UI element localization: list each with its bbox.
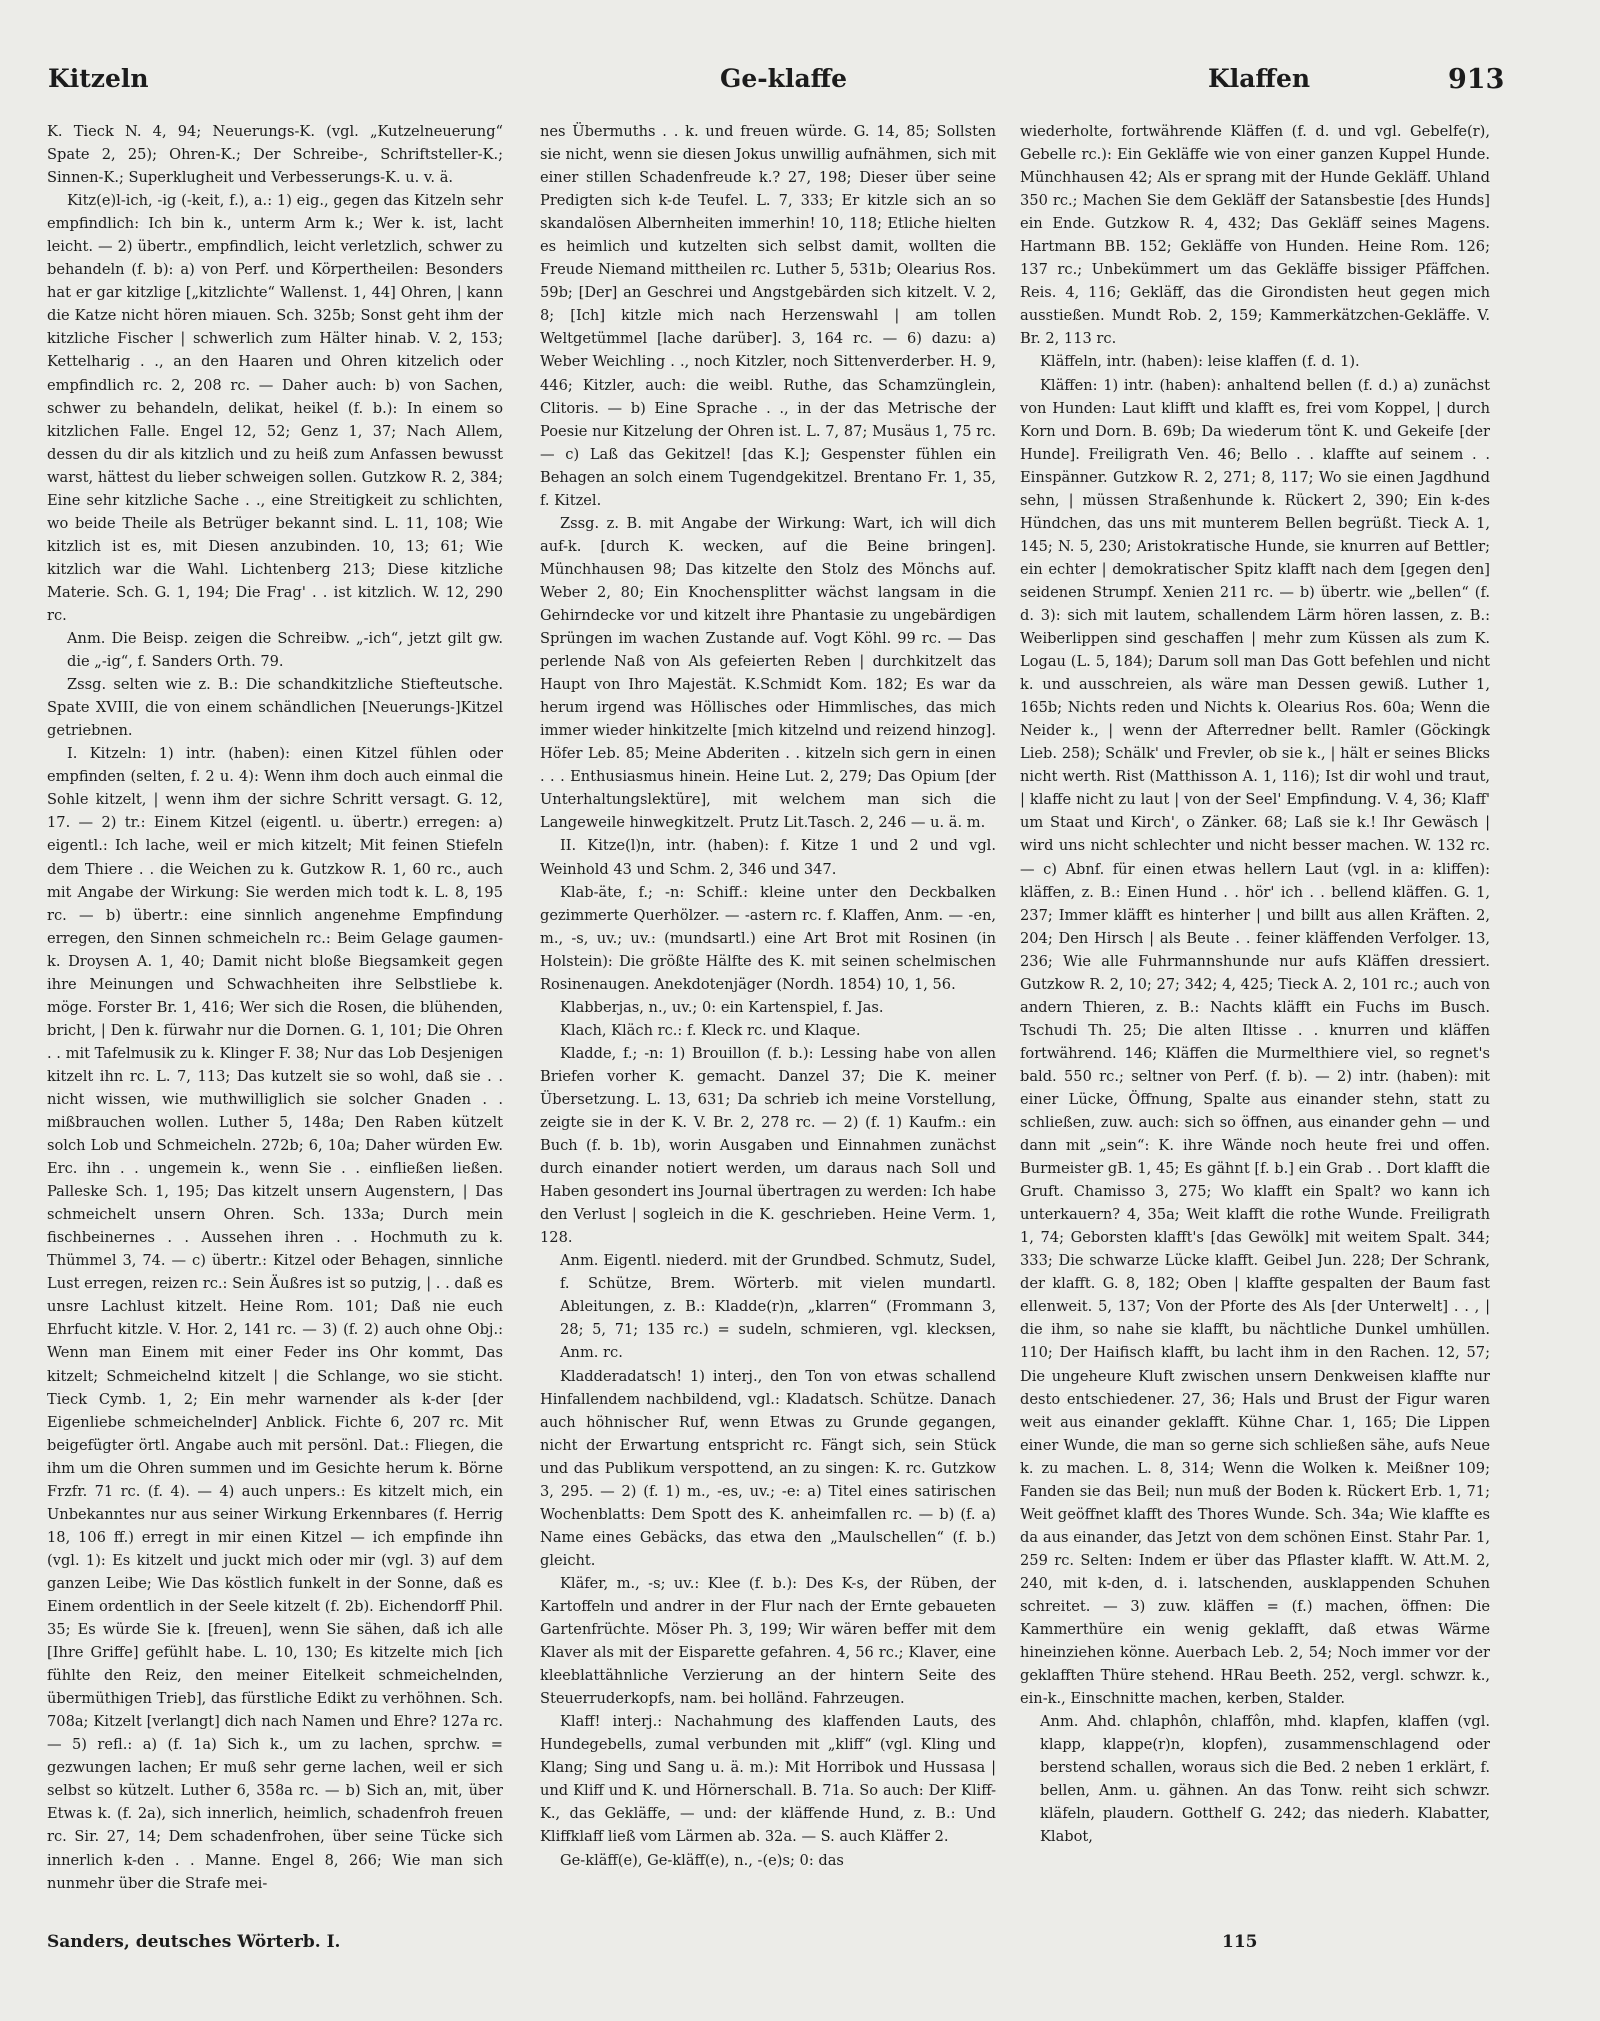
header-left-word: Kitzeln [48,64,149,93]
footer-signature-number: 115 [1222,1932,1258,1952]
entry-paragraph: II. Kitze(l)n, intr. (haben): f. Kitze 1 und 2 und vgl. Weinhold 43 und Schm. 2, 346 und 347. [540,837,996,878]
column-3 [1020,120,1490,1925]
entry-paragraph: Kläfer, m., -s; uv.: Klee (f. b.): Des K-s, der Rüben, der Kartoffeln und andrer in der Flur nach der Ernte gebaueten Gartenfrüchte. Möser Ph. 3, 199; Wir wären beffer mit dem Klaver als mit der Eisparette gefahren. 4, 56 rc.; Klaver, eine kleeblattähnliche Verzierung an der hintern Seite des Steuerruderkopfs, nam. bei holländ. Fahrzeugen. [540,1574,996,1708]
entry-paragraph: Kitz(e)l-ich, -ig (-keit, f.), a.: 1) eig., gegen das Kitzeln sehr empfindlich: Ich bin k., unterm Arm k.; Wer k. ist, lacht leicht. — 2) übertr., empfindlich, leicht verletzlich, schwer zu behandeln (f. b): a) von Perf. und Körpertheilen: Besonders hat er gar kitzlige [„kitzlichte“ Wallenst. 1, 44] Ohren, | kann die Katze nicht hören miauen. Sch. 325b; Sonst geht ihm der kitzliche Fischer | schwerlich zum Hälter hinab. V. 2, 153; Kettelharig . ., an den Haaren und Ohren kitzelich oder empfindlich rc. 2, 208 rc. — Daher auch: b) von Sachen, schwer zu behandeln, delikat, heikel (f. b.): In einem so kitzlichen Falle. Engel 12, 52; Genz 1, 37; Nach Allem, dessen du dir als kitzlich und zu heiß zum Anfassen bewusst warst, hättest du lieber schweigen sollen. Gutzkow R. 2, 384; Eine sehr kitzliche Sache . ., eine Streitigkeit zu schlichten, wo beide Theile als Betrüger bekannt sind. L. 11, 108; Wie kitzlich ist es, mit Diesen anzubinden. 10, 13; 61; Wie kitzlich war die Wahl. Lichtenberg 213; Diese kitzliche Materie. Sch. G. 1, 194; Die Frag' . . ist kitzlich. W. 12, 290 rc. [47,192,503,624]
entry-paragraph: Kladde, f.; -n: 1) Brouillon (f. b.): Lessing habe von allen Briefen vorher K. gemacht. Danzel 37; Die K. meiner Übersetzung. L. 13, 631; Da schrieb ich meine Vorstellung, zeigte sie in der K. V. Br. 2, 278 rc. — 2) (f. 1) Kaufm.: ein Buch (f. b. 1b), worin Ausgaben und Einnahmen zunächst durch einander notiert werden, um daraus nach Soll und Haben gesondert ins Journal übertragen zu werden: Ich habe den Verlust | sogleich in die K. geschrieben. Heine Verm. 1, 128. [540,1044,996,1247]
entry-paragraph: Kläffen: 1) intr. (haben): anhaltend bellen (f. d.) a) zunächst von Hunden: Laut klifft und klafft es, frei vom Koppel, | durch Korn und Dorn. B. 69b; Da wiederum tönt K. und Gekeife [der Hunde]. Freiligrath Ven. 46; Bello . . klaffte auf seinem . . Einspänner. Gutzkow R. 2, 271; 8, 117; Wo sie einen Jagdhund sehn, | müssen Straßenhunde k. Rückert 2, 390; Ein k-des Hündchen, das uns mit munterem Bellen begrüßt. Tieck A. 1, 145; N. 5, 230; Aristokratische Hunde, sie knurren auf Bettler; ein echter | demokratischer Spitz klafft nach dem [gegen den] seidenen Strumpf. Xenien 211 rc. — b) übertr. wie „bellen“ (f. d. 3): sich mit lautem, schallendem Lärm hören lassen, z. B.: Weiberlippen sind geschaffen | mehr zum Küssen als zum K. Logau (L. 5, 184); Darum soll man Das Gott befehlen und nicht k. und ausschreien, als wäre man Dessen gewiß. Luther 1, 165b; Nichts reden und Nichts k. Olearius Ros. 60a; Wenn die Neider k., | wenn der Afterredner bellt. Ramler (Göckingk Lieb. 258); Schälk' und Frevler, ob sie k., | hält er seines Blicks nicht werth. Rist (Matthisson A. 1, 116); Ist dir wohl und traut, | klaffe nicht zu laut | von der Seel' Empfindung. V. 4, 36; Klaff' um Staat und Kirch', o Zänker. 68; Laß sie k.! Ihr Gewäsch | wird uns nicht schlechter und nicht besser machen. W. 132 rc. — c) Abnf. für einen etwas hellern Laut (vgl. in a: kliffen): kläffen, z. B.: Einen Hund . . hör' ich . . bellend kläffen. G. 1, 237; Immer kläfft es hinterher | und billt aus allen Kräften. 2, 204; Den Hirsch | als Beute . . feiner kläffenden Verfolger. 13, 236; Wie alle Fuhrmannshunde nur aufs Kläffen dressiert. Gutzkow R. 2, 10; 27; 342; 4, 425; Tieck A. 2, 101 rc.; auch von andern Thieren, z. B.: Nachts kläfft ein Fuchs im Busch. Tschudi Th. 25; Die alten Iltisse . . knurren und kläffen fortwährend. 146; Kläffen die Murmelthiere viel, so regnet's bald. 550 rc.; seltner von Perf. (f. b). — 2) intr. (haben): mit einer Lücke, Öffnung, Spalte aus einander stehn, statt zu schließen, zuw. auch: sich so öffnen, aus einander gehn — und dann mit „sein“: K. ihre Wände noch heute frei und offen. Burmeister gB. 1, 45; Es gähnt [f. b.] ein Grab . . Dort klafft die Gruft. Chamisso 3, 275; Wo klafft ein Spalt? wo kann ich unterkauern? 4, 35a; Weit klafft die rothe Wunde. Freiligrath 1, 74; Geborsten klafft's [das Gewölk] mit weitem Spalt. 344; 333; Die schwarze Lücke klafft. Geibel Jun. 228; Der Schrank, der klafft. G. 8, 182; Oben | klaffte gespalten der Baum fast ellenweit. 5, 137; Von der Pforte des Als [der Unterwelt] . . , | die ihm, so nahe sie klafft, bu nächtliche Dunkel umhüllen. 110; Der Haifisch klafft, bu lacht ihm in den Rachen. 12, 57; Die ungeheure Kluft zwischen unsern Denkweisen klaffte nur desto entschiedener. 27, 36; Hals und Brust der Figur waren weit aus einander geklafft. Kühne Char. 1, 165; Die Lippen einer Wunde, die man so gerne sich schließen sähe, aufs Neue k. zu machen. L. 8, 314; Wenn die Wolken k. Meißner 109; Fanden sie das Beil; nun muß der Boden k. Rückert Erb. 1, 71; Weit geöffnet klafft des Thores Wunde. Sch. 34a; Wie klaffte es da aus einander, das Jetzt von dem schönen Einst. Stahr Par. 1, 259 rc. Selten: Indem er über das Pflaster klafft. W. Att.M. 2, 240, mit k-den, d. i. latschenden, ausklappenden Schuhen schreitet. — 3) zuw. kläffen = (f.) machen, öffnen: Die Kammerthüre ein wenig geklafft, daß etwas Wärme hineinziehen könne. Auerbach Leb. 2, 54; Noch immer vor der geklafften Thüre stehend. HRau Beeth. 252, vergl. schwzr. k., ein-k., Einschnitte machen, kerben, Stalder. [1020,376,1490,1708]
entry-paragraph: nes Übermuths . . k. und freuen würde. G. 14, 85; Sollsten sie nicht, wenn sie diesen Jokus unwillig aufnähmen, sich mit einer stillen Schadenfreude k.? 27, 198; Dieser über seine Predigten sich k-de Teufel. L. 7, 333; Er kitzle sich an so skandalösen Albernheiten immerhin! 10, 118; Etliche hielten es heimlich und kutzelten sich selbst damit, wollten die Freude Niemand mittheilen rc. Luther 5, 531b; Olearius Ros. 59b; [Der] an Geschrei und Angstgebärden sich kitzelt. V. 2, 8; [Ich] kitzle mich nach Herzenswahl | am tollen Weltgetümmel [lache darüber]. 3, 164 rc. — 6) dazu: a) Weber Weichling . ., noch Kitzler, noch Sittenverderber. H. 9, 446; Kitzler, auch: die weibl. Ruthe, das Schamzünglein, Clitoris. — b) Eine Sprache . ., in der das Metrische der Poesie nur Kitzelung der Ohren ist. L. 7, 87; Musäus 1, 75 rc. — c) Laß das Gekitzel! [das K.]; Gespenster fühlen ein Behagen an solch einem Tugendgekitzel. Brentano Fr. 1, 35, f. Kitzel. [540,123,996,509]
header-center-word: Ge-klaffe [720,64,848,93]
entry-paragraph: Klab-äte, f.; -n: Schiff.: kleine unter den Deckbalken gezimmerte Querhölzer. — -astern rc. f. Klaffen, Anm. — -en, m., -s, uv.; uv.: (mundsartl.) eine Art Brot mit Rosinen (in Holstein): Die größte Hälfte des K. mit seinen schelmischen Rosinenaugen. Anekdotenjäger (Nordh. 1854) 10, 1, 56. [540,883,996,993]
note-paragraph: Anm. Eigentl. niederd. mit der Grundbed. Schmutz, Sudel, f. Schütze, Brem. Wörterb. mit vielen mundartl. Ableitungen, z. B.: Kladde(r)n, „klarren“ (Frommann 3, 28; 5, 71; 135 rc.) = sudeln, schmieren, vgl. klecksen, Anm. rc. [560,1252,996,1362]
column-1 [47,120,503,1925]
page-footer [47,1932,1492,1962]
entry-paragraph: Zssg. selten wie z. B.: Die schandkitzliche Stiefteutsche. Spate XVIII, die von einem schändlichen [Neuerungs-]Kitzel getriebnen. [47,676,503,740]
header-right-word: Klaffen [1208,64,1311,93]
running-header [40,64,1505,104]
note-paragraph: Anm. Ahd. chlaphôn, chlaffôn, mhd. klapfen, klaffen (vgl. klapp, klappe(r)n, klopfen), zusammenschlagend oder berstend schallen, woraus sich die Bed. 2 neben 1 erklärt, f. bellen, Anm. u. gähnen. An das Tonw. reiht sich schwzr. kläfeln, plaudern. Gotthelf G. 242; das niederh. Klabatter, Klabot, [1040,1713,1490,1846]
page-number: 913 [1448,64,1505,95]
entry-paragraph: Kläffeln, intr. (haben): leise klaffen (f. d. 1). [1040,353,1360,371]
entry-paragraph: Klabberjas, n., uv.; 0: ein Kartenspiel, f. Jas. [560,998,884,1016]
note-paragraph: Anm. Die Beisp. zeigen die Schreibw. „-ich“, jetzt gilt gw. die „-ig“, f. Sanders Orth. 79. [67,630,503,671]
entry-paragraph: Kladderadatsch! 1) interj., den Ton von etwas schallend Hinfallendem nachbildend, vgl.: Kladatsch. Schütze. Danach auch höhnischer Ruf, wenn Etwas zu Grunde gegangen, nicht der Erwartung entspricht rc. Fängt sich, sein Stück und das Publikum verspottend, an zu singen: K. rc. Gutzkow 3, 295. — 2) (f. 1) m., -es, uv.; -e: a) Titel eines satirischen Wochenblatts: Dem Spott des K. anheimfallen rc. — b) (f. a) Name eines Gebäcks, das etwa den „Maulschellen“ (f. b.) gleicht. [540,1367,996,1569]
entry-paragraph: I. Kitzeln: 1) intr. (haben): einen Kitzel fühlen oder empfinden (selten, f. 2 u. 4): Wenn ihm doch auch einmal die Sohle kitzelt, | wenn ihm der sichre Schritt versagt. G. 12, 17. — 2) tr.: Einem Kitzel (eigentl. u. übertr.) erregen: a) eigentl.: Ich lache, weil er mich kitzelt; Mit feinen Stiefeln dem Thiere . . die Weichen zu k. Gutzkow R. 1, 60 rc., auch mit Angabe der Wirkung: Sie werden mich todt k. L. 8, 195 rc. — b) übertr.: eine sinnlich angenehme Empfindung erregen, den Sinnen schmeicheln rc.: Beim Gelage gaumen-k. Droysen A. 1, 40; Damit nicht bloße Biegsamkeit gegen ihre Meinungen und Schwachheiten ihre Selbstliebe k. möge. Forster Br. 1, 416; Wer sich die Rosen, die blühenden, bricht, | Den k. fürwahr nur die Dornen. G. 1, 101; Die Ohren . . mit Tafelmusik zu k. Klinger F. 38; Nur das Lob Desjenigen kitzelt ihn rc. L. 7, 113; Das kutzelt sie so wohl, daß sie . . nicht wissen, wie muthwilliglich sie solcher Gnaden . . mißbrauchen wollen. Luther 5, 148a; Den Raben kützelt solch Lob und Schmeicheln. 272b; 6, 10a; Daher würden Ew. Erc. ihn . . ungemein k., wenn Sie . . einfließen ließen. Palleske Sch. 1, 195; Das kitzelt unsern Augenstern, | Das schmeichelt unsern Ohren. Sch. 133a; Durch mein fischbeinernes . . Aussehen ihren . . Hochmuth zu k. Thümmel 3, 74. — c) übertr.: Kitzel oder Behagen, sinnliche Lust erregen, reizen rc.: Sein Äußres ist so putzig, | . . daß es unsre Lachlust kitzelt. Heine Rom. 101; Daß nie euch Ehrfucht kitzle. V. Hor. 2, 141 rc. — 3) (f. 2) auch ohne Obj.: Wenn man Einem mit einer Feder ins Ohr kommt, Das kitzelt; Schmeichelnd kitzelt | die Schlange, wo sie sticht. Tieck Cymb. 1, 2; Ein mehr warnender als k-der [der Eigenliebe schmeichelnder] Anblick. Fichte 6, 207 rc. Mit beigefügter örtl. Angabe auch mit persönl. Dat.: Fliegen, die ihm um die Ohren summen und im Gesichte herum k. Börne Frzfr. 71 rc. (f. 4). — 4) auch unpers.: Es kitzelt mich, ein Unbekanntes nur aus seiner Wirkung Erkennbares (f. Herrig 18, 106 ff.) erregt in mir einen Kitzel — ich empfinde ihn (vgl. 1): Es kitzelt und juckt mich oder mir (vgl. 3) auf dem ganzen Leibe; Wie Das köstlich funkelt in der Sonne, daß es Einem ordentlich in der Seele kitzelt (f. 2b). Eichendorff Phil. 35; Es würde Sie k. [freuen], wenn Sie sähen, daß ich alle [Ihre Griffe] gefühlt habe. L. 10, 130; Es kitzelte mich [ich fühlte den Reiz, den meiner Eitelkeit schmeichelnden, übermüthigen Trieb], das fürstliche Edikt zu verhöhnen. Sch. 708a; Kitzelt [verlangt] dich nach Namen und Ehre? 127a rc. — 5) refl.: a) (f. 1a) Sich k., um zu lachen, sprchw. = gezwungen lachen; Er muß sehr gerne lachen, weil er sich selbst so kützelt. Luther 6, 358a rc. — b) Sich an, mit, über Etwas k. (f. 2a), sich innerlich, heimlich, schadenfroh freuen rc. Sir. 27, 14; Dem schadenfrohen, über seine Tücke sich innerlich k-den . . Manne. Engel 8, 266; Wie man sich nunmehr über die Strafe mei- [47,745,503,1892]
entry-paragraph: Ge-kläff(e), Ge-kläff(e), n., -(e)s; 0: das [560,1851,844,1869]
entry-paragraph: Klaff! interj.: Nachahmung des klaffenden Lauts, des Hundegebells, zumal verbunden mit „kliff“ (vgl. Kling und Klang; Sing und Sang u. ä. m.): Mit Horribok und Hussasa | und Kliff und K. und Hörnerschall. B. 71a. So auch: Der Kliff-K., das Gekläffe, — und: der kläffende Hund, z. B.: Und Kliffklaff ließ vom Lärmen ab. 32a. — S. auch Kläffer 2. [540,1713,996,1846]
entry-paragraph: Klach, Kläch rc.: f. Kleck rc. und Klaque. [560,1021,861,1039]
entry-paragraph: wiederholte, fortwährende Kläffen (f. d. und vgl. Gebelfe(r), Gebelle rc.): Ein Gekläffe wie von einer ganzen Kuppel Hunde. Münchhausen 42; Als er sprang mit der Hunde Gekläff. Uhland 350 rc.; Machen Sie dem Gekläff der Satansbestie [des Hunds] ein Ende. Gutzkow R. 4, 432; Das Gekläff seines Magens. Hartmann BB. 152; Gekläffe von Hunden. Heine Rom. 126; 137 rc.; Unbekümmert um das Gekläffe bissiger Pfäffchen. Reis. 4, 116; Gekläff, das die Girondisten heut gegen mich ausstießen. Mundt Rob. 2, 159; Kammerkätzchen-Gekläffe. V. Br. 2, 113 rc. [1020,123,1490,348]
footer-book-title: Sanders, deutsches Wörterb. I. [47,1932,341,1952]
column-2 [540,120,996,1925]
entry-paragraph: Zssg. z. B. mit Angabe der Wirkung: Wart, ich will dich auf-k. [durch K. wecken, auf die Beine bringen]. Münchhausen 98; Das kitzelte den Stolz des Mönchs auf. Weber 2, 80; Ein Knochensplitter wächst langsam in die Gehirndecke vor und kitzelt ihre Phantasie zu ungebärdigen Sprüngen im wachen Zustande auf. Vogt Köhl. 99 rc. — Das perlende Naß von Als gefeierten Reben | durchkitzelt das Haupt von Ihro Majestät. K.Schmidt Kom. 182; Es war da herum irgend was Höllisches oder Himmlisches, das mich immer wieder hinkitzelte [mich kitzelnd und reizend hinzog]. Höfer Leb. 85; Meine Abderiten . . kitzeln sich gern in einen . . . Enthusiasmus hinein. Heine Lut. 2, 279; Das Opium [der Unterhaltungslektüre], mit welchem man sich die Langeweile hinwegkitzelt. Prutz Lit.Tasch. 2, 246 — u. ä. m. [540,514,996,832]
entry-paragraph: K. Tieck N. 4, 94; Neuerungs-K. (vgl. „Kutzelneuerung“ Spate 2, 25); Ohren-K.; Der Schreibe-, Schriftsteller-K.; Sinnen-K.; Superklugheit und Verbesserungs-K. u. v. ä. [47,123,503,187]
